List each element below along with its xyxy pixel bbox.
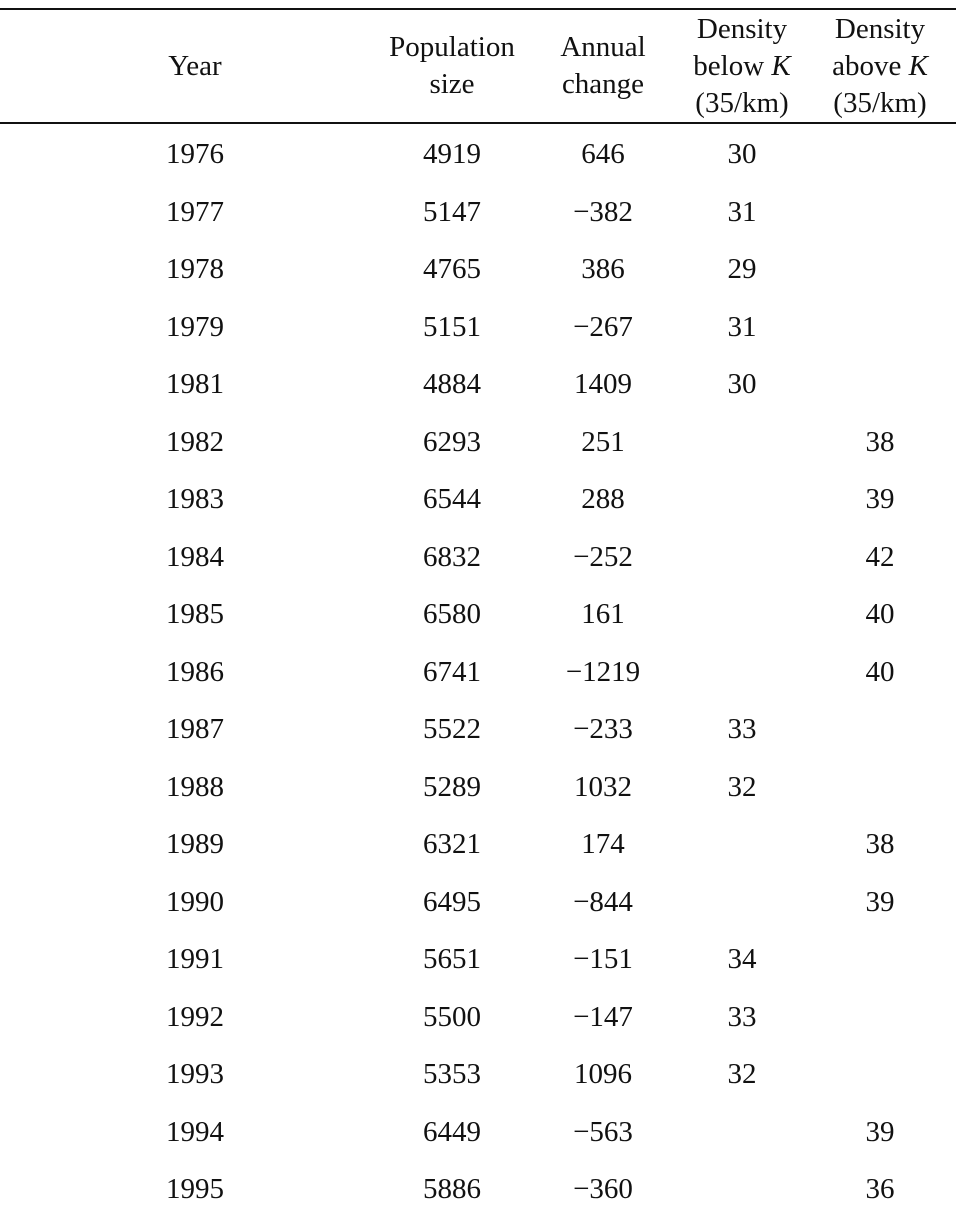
header-density-below-k: [680, 12, 804, 120]
cell-density-above-k: [828, 1046, 932, 1104]
cell-population-size: 6293: [423, 425, 481, 458]
cell-density-above-k: 39: [865, 1115, 895, 1148]
table-row: [0, 1104, 956, 1162]
cell-population-size: 6580: [423, 598, 481, 631]
cell-annual-change: −151: [573, 943, 633, 976]
cell-density-above-k: [828, 184, 932, 242]
header-annual-line2: change: [561, 68, 645, 100]
cell-population-size: 5522: [423, 713, 481, 746]
cell-annual-change: 288: [581, 483, 625, 516]
cell-year: 1994: [166, 1115, 224, 1148]
cell-density-above-k: [828, 701, 932, 759]
table-row: [0, 874, 956, 932]
header-bottom-rule: [0, 122, 956, 124]
cell-annual-change: 161: [581, 598, 625, 631]
header-year-label: Year: [168, 49, 222, 82]
cell-year: 1981: [166, 368, 224, 401]
table-row: [0, 1161, 956, 1219]
cell-annual-change: 1096: [574, 1058, 632, 1091]
header-above-line1: Density: [834, 12, 926, 45]
cell-year: 1995: [166, 1173, 224, 1206]
table-row: [0, 356, 956, 414]
cell-density-above-k: [828, 299, 932, 357]
cell-annual-change: −252: [573, 540, 633, 573]
header-below-line2: [693, 48, 790, 85]
cell-population-size: 6544: [423, 483, 481, 516]
cell-density-below-k: 32: [727, 1058, 757, 1091]
cell-density-below-k: 32: [727, 770, 757, 803]
cell-density-below-k: 31: [727, 310, 757, 343]
cell-population-size: 6449: [423, 1115, 481, 1148]
cell-density-above-k: [828, 931, 932, 989]
cell-year: 1991: [166, 943, 224, 976]
cell-density-below-k: 30: [727, 138, 757, 171]
table-row: [0, 184, 956, 242]
cell-population-size: 5651: [423, 943, 481, 976]
header-annual-change: [548, 12, 658, 120]
cell-density-below-k: 34: [727, 943, 757, 976]
cell-density-above-k: [828, 989, 932, 1047]
table-row: [0, 299, 956, 357]
table-row: [0, 816, 956, 874]
table-row: [0, 701, 956, 759]
cell-year: 1982: [166, 425, 224, 458]
cell-annual-change: 1032: [574, 770, 632, 803]
cell-density-below-k: 30: [727, 368, 757, 401]
table-row: [0, 989, 956, 1047]
cell-density-below-k: [690, 1104, 794, 1162]
cell-year: 1979: [166, 310, 224, 343]
cell-density-below-k: [690, 586, 794, 644]
table-row: [0, 1046, 956, 1104]
header-below-line1: Density: [696, 12, 788, 45]
header-above-prefix: above: [832, 49, 909, 82]
cell-year: 1990: [166, 885, 224, 918]
cell-density-above-k: [828, 356, 932, 414]
cell-annual-change: −360: [573, 1173, 633, 1206]
table-row: [0, 644, 956, 702]
cell-annual-change: −233: [573, 713, 633, 746]
header-density-above-k: [818, 12, 942, 120]
cell-annual-change: −844: [573, 885, 633, 918]
cell-year: 1983: [166, 483, 224, 516]
cell-population-size: 5886: [423, 1173, 481, 1206]
cell-density-below-k: 33: [727, 1000, 757, 1033]
header-annual-line1: Annual: [560, 31, 646, 63]
cell-density-above-k: 38: [865, 828, 895, 861]
cell-population-size: 6741: [423, 655, 481, 688]
cell-density-above-k: [828, 759, 932, 817]
cell-population-size: 6832: [423, 540, 481, 573]
cell-year: 1992: [166, 1000, 224, 1033]
header-above-line3: (35/km): [833, 86, 927, 119]
cell-population-size: 5147: [423, 195, 481, 228]
cell-year: 1989: [166, 828, 224, 861]
cell-year: 1985: [166, 598, 224, 631]
cell-annual-change: 174: [581, 828, 625, 861]
cell-year: 1987: [166, 713, 224, 746]
cell-population-size: 6321: [423, 828, 481, 861]
cell-density-below-k: [690, 1161, 794, 1219]
header-year: [145, 12, 245, 120]
cell-density-below-k: [690, 816, 794, 874]
cell-year: 1986: [166, 655, 224, 688]
cell-density-above-k: 42: [865, 540, 895, 573]
table-row: [0, 414, 956, 472]
table-row: [0, 471, 956, 529]
cell-density-below-k: [690, 471, 794, 529]
cell-density-above-k: 40: [865, 655, 895, 688]
cell-density-above-k: [828, 241, 932, 299]
cell-annual-change: 646: [581, 138, 625, 171]
cell-population-size: 4765: [423, 253, 481, 286]
cell-density-below-k: [690, 644, 794, 702]
header-population-line2: size: [429, 68, 475, 100]
cell-density-below-k: 33: [727, 713, 757, 746]
table-row: [0, 931, 956, 989]
table-row: [0, 241, 956, 299]
cell-annual-change: 1409: [574, 368, 632, 401]
cell-year: 1977: [166, 195, 224, 228]
cell-population-size: 6495: [423, 885, 481, 918]
table-row: [0, 586, 956, 644]
cell-year: 1993: [166, 1058, 224, 1091]
header-below-prefix: below: [693, 49, 772, 82]
cell-annual-change: 386: [581, 253, 625, 286]
cell-density-above-k: 36: [865, 1173, 895, 1206]
table-row: [0, 759, 956, 817]
cell-annual-change: −147: [573, 1000, 633, 1033]
table-top-rule: [0, 8, 956, 10]
cell-year: 1978: [166, 253, 224, 286]
cell-annual-change: 251: [581, 425, 625, 458]
header-population-line1: Population: [389, 31, 515, 63]
cell-year: 1988: [166, 770, 224, 803]
cell-density-above-k: 39: [865, 885, 895, 918]
header-above-k: K: [908, 49, 928, 82]
cell-density-above-k: 39: [865, 483, 895, 516]
cell-annual-change: −267: [573, 310, 633, 343]
cell-annual-change: −1219: [565, 655, 641, 688]
cell-population-size: 5151: [423, 310, 481, 343]
cell-density-below-k: 29: [727, 253, 757, 286]
cell-density-below-k: [690, 874, 794, 932]
cell-annual-change: −382: [573, 195, 633, 228]
cell-population-size: 4919: [423, 138, 481, 171]
cell-year: 1976: [166, 138, 224, 171]
cell-population-size: 5289: [423, 770, 481, 803]
cell-population-size: 4884: [423, 368, 481, 401]
cell-annual-change: −563: [573, 1115, 633, 1148]
table-row: [0, 126, 956, 184]
header-below-k: K: [771, 49, 791, 82]
table-row: [0, 529, 956, 587]
cell-density-above-k: 38: [865, 425, 895, 458]
cell-density-below-k: [690, 414, 794, 472]
cell-density-above-k: [828, 126, 932, 184]
table-body: [0, 126, 956, 1219]
cell-density-below-k: 31: [727, 195, 757, 228]
header-below-line3: (35/km): [695, 86, 789, 119]
cell-population-size: 5353: [423, 1058, 481, 1091]
cell-population-size: 5500: [423, 1000, 481, 1033]
header-above-line2: [832, 48, 928, 85]
cell-density-below-k: [690, 529, 794, 587]
header-population-size: [376, 12, 528, 120]
cell-year: 1984: [166, 540, 224, 573]
cell-density-above-k: 40: [865, 598, 895, 631]
